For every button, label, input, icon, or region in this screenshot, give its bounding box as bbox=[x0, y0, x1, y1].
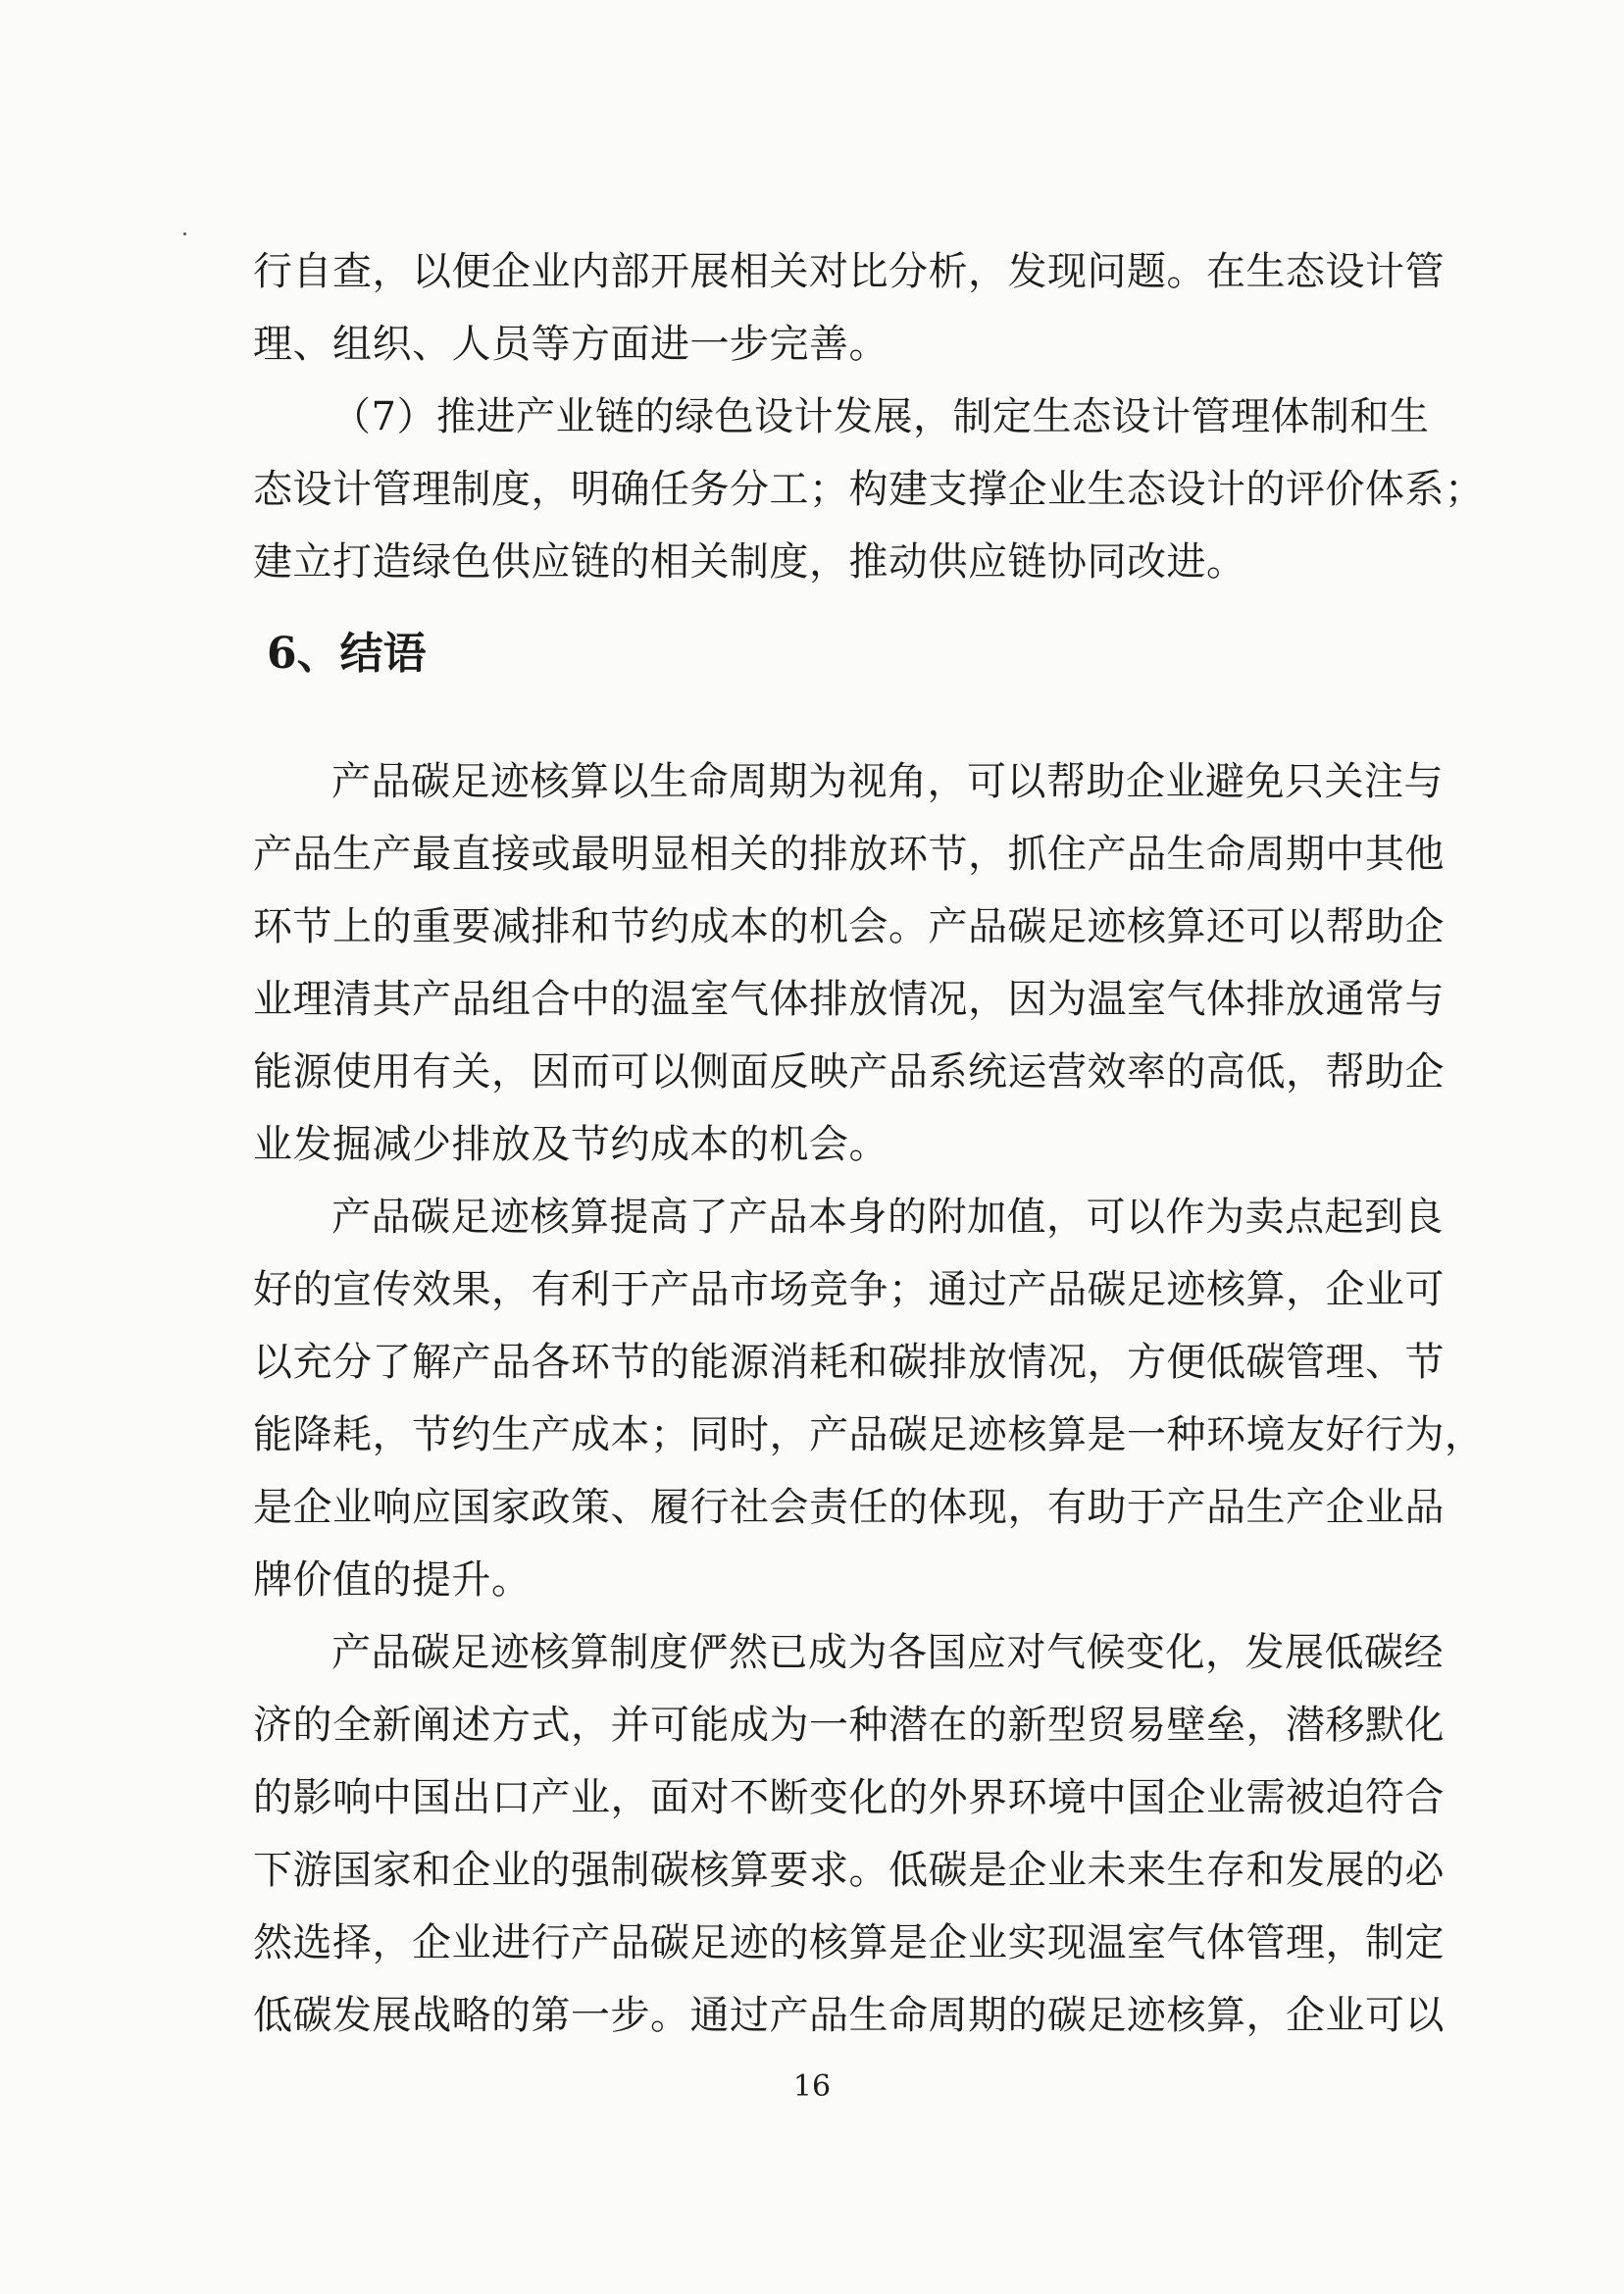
page-number: 16 bbox=[792, 2069, 832, 2104]
paragraph-line: 能降耗，节约生产成本；同时，产品碳足迹核算是一种环境友好行为， bbox=[253, 1412, 1485, 1457]
paragraph-line: 牌价值的提升。 bbox=[253, 1557, 532, 1603]
paragraph-line: 环节上的重要减排和节约成本的机会。产品碳足迹核算还可以帮助企 bbox=[253, 904, 1445, 949]
paragraph-line: 能源使用有关，因而可以侧面反映产品系统运营效率的高低，帮助企 bbox=[253, 1049, 1445, 1095]
paragraph-line: 态设计管理制度，明确任务分工；构建支撑企业生态设计的评价体系； bbox=[253, 467, 1485, 512]
section-heading: 6、结语 bbox=[267, 629, 427, 679]
paragraph-line: 建立打造绿色供应链的相关制度，推动供应链协同改进。 bbox=[253, 539, 1246, 585]
paragraph-line: 下游国家和企业的强制碳核算要求。低碳是企业未来生存和发展的必 bbox=[253, 1848, 1445, 1893]
paragraph-line: 产品碳足迹核算制度俨然已成为各国应对气候变化，发展低碳经 bbox=[331, 1630, 1444, 1675]
paragraph-line: 产品碳足迹核算以生命周期为视角，可以帮助企业避免只关注与 bbox=[331, 759, 1444, 804]
paragraph-line: 以充分了解产品各环节的能源消耗和碳排放情况，方便低碳管理、节 bbox=[253, 1340, 1445, 1385]
paragraph-line: 济的全新阐述方式，并可能成为一种潜在的新型贸易壁垒，潜移默化 bbox=[253, 1703, 1445, 1748]
paragraph-line: 好的宣传效果，有利于产品市场竞争；通过产品碳足迹核算，企业可 bbox=[253, 1267, 1445, 1312]
paragraph-line: 业理清其产品组合中的温室气体排放情况，因为温室气体排放通常与 bbox=[253, 977, 1445, 1022]
paragraph-line: 行自查，以便企业内部开展相关对比分析，发现问题。在生态设计管 bbox=[253, 249, 1445, 294]
paragraph-line: 理、组织、人员等方面进一步完善。 bbox=[253, 322, 888, 367]
paragraph-line: （7）推进产业链的绿色设计发展，制定生态设计管理体制和生 bbox=[331, 394, 1430, 439]
paragraph-line: 低碳发展战略的第一步。通过产品生命周期的碳足迹核算，企业可以 bbox=[253, 1993, 1445, 2038]
paragraph-line: 是企业响应国家政策、履行社会责任的体现，有助于产品生产企业品 bbox=[253, 1485, 1445, 1530]
paragraph-line: 业发掘减少排放及节约成本的机会。 bbox=[253, 1122, 888, 1167]
paragraph-line: 然选择，企业进行产品碳足迹的核算是企业实现温室气体管理，制定 bbox=[253, 1920, 1445, 1965]
paragraph-line: 的影响中国出口产业，面对不断变化的外界环境中国企业需被迫符合 bbox=[253, 1775, 1445, 1820]
paragraph-line: 产品碳足迹核算提高了产品本身的附加值，可以作为卖点起到良 bbox=[331, 1195, 1444, 1240]
paragraph-line: 产品生产最直接或最明显相关的排放环节，抓住产品生命周期中其他 bbox=[253, 832, 1445, 877]
scan-speck bbox=[183, 232, 186, 235]
